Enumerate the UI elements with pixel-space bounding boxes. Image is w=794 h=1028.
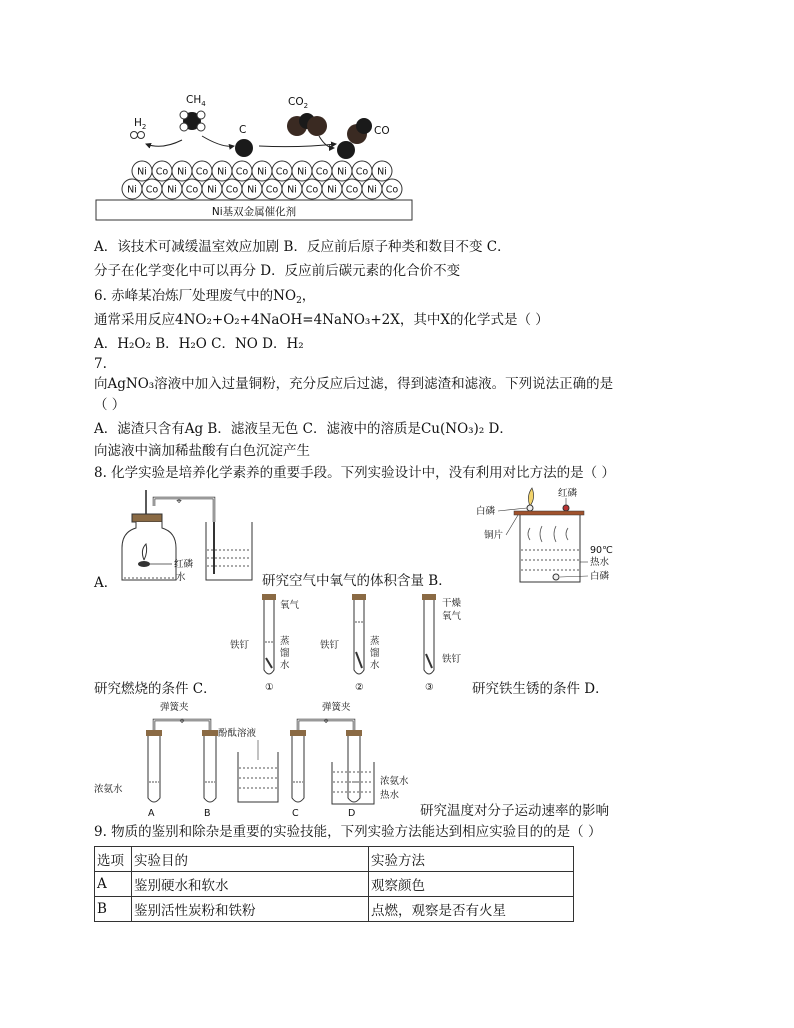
q8-option-a-prefix: A．	[94, 575, 118, 591]
metal-atom-label: Ni	[247, 184, 257, 196]
q5-options-line2: 分子在化学变化中可以再分 D．反应前后碳元素的化合价不变	[94, 263, 461, 279]
tube-3-number: ③	[425, 682, 434, 693]
metal-atom-label: Co	[385, 184, 399, 196]
catalyst-diagram	[94, 88, 414, 223]
arrow	[259, 144, 336, 147]
q6-options: A．H₂O₂ B．H₂O C．NO D．H₂	[94, 336, 304, 352]
distilled-label-1a: 蒸	[280, 636, 290, 647]
distilled-label-1c: 水	[280, 660, 290, 671]
metal-atom-label: Ni	[177, 166, 187, 178]
distilled-label-1b: 馏	[280, 648, 290, 659]
q8-option-b-text: 研究燃烧的条件 C．	[94, 681, 217, 697]
metal-atom-label: Ni	[167, 184, 177, 196]
tubes-d	[146, 730, 362, 802]
distilled-label-2b: 馏	[370, 648, 380, 659]
metal-atom-label: Co	[315, 166, 329, 178]
q8-option-d-text: 研究温度对分子运动速率的影响	[420, 803, 609, 819]
h-atom	[197, 111, 205, 119]
h-atom	[180, 111, 188, 119]
carbon-atom	[337, 141, 355, 159]
metal-atom-label: Co	[225, 184, 239, 196]
arrow	[202, 136, 234, 146]
h-atom	[131, 132, 138, 139]
co2-label: $CO_2$	[288, 96, 309, 110]
metal-atom-label: Co	[155, 166, 169, 178]
figure-b-combustion	[470, 484, 630, 589]
table-cell: B	[95, 897, 132, 922]
clip-icon: ⌖	[323, 716, 329, 727]
arrow	[319, 136, 334, 148]
catalyst-label: Ni基双金属催化剂	[211, 206, 297, 218]
carbon-atom	[356, 118, 372, 134]
table-cell: 点燃，观察是否有火星	[369, 897, 574, 922]
q7-options-line2: 向滤液中滴加稀盐酸有白色沉淀产生	[94, 443, 310, 459]
ammonia-label-2: 浓氨水	[380, 776, 409, 787]
metal-atom-label: Ni	[367, 184, 377, 196]
tube-b-label: B	[204, 808, 211, 819]
q9-options-table	[94, 846, 574, 922]
catalyst-atoms-top	[132, 161, 392, 181]
water-label: 水	[176, 572, 186, 583]
q7-stem: 向AgNO₃溶液中加入过量铜粉，充分反应后过滤，得到滤渣和滤液。下列说法正确的是	[94, 376, 614, 392]
clip-icon: ⌖	[179, 716, 185, 727]
clamp-label-1: 弹簧夹	[160, 702, 189, 713]
q6-stem: 6. 赤峰某冶炼厂处理废气中的$NO_2$，	[94, 288, 316, 306]
metal-atom-label: Ni	[257, 166, 267, 178]
hot-water-label-d: 热水	[380, 790, 400, 801]
dry-oxygen-label: 氧气	[442, 611, 462, 622]
phenol-label: 酚酞溶液	[218, 728, 257, 739]
ch4-label: $CH_4$	[186, 94, 206, 108]
metal-atom-label: Ni	[207, 184, 217, 196]
metal-atom-label: Co	[145, 184, 159, 196]
table-row	[95, 897, 574, 922]
h-atom	[197, 123, 205, 131]
white-p-label: 白磷	[476, 506, 496, 517]
tube-2-number: ②	[355, 682, 364, 693]
tube-stopper	[202, 730, 218, 736]
header-cell: 实验方法	[369, 847, 574, 872]
oxygen-atom	[307, 116, 327, 136]
metal-atom-label: Ni	[337, 166, 347, 178]
q8-option-c-text: 研究铁生锈的条件 D．	[472, 681, 609, 697]
distilled-label-2a: 蒸	[370, 636, 380, 647]
co-label: CO	[374, 125, 390, 137]
tube-stopper	[146, 730, 162, 736]
q9-stem: 9. 物质的鉴别和除杂是重要的实验技能，下列实验方法能达到相应实验目的的是（ ）	[94, 824, 602, 840]
h-atom	[180, 123, 188, 131]
test-tube-2	[352, 594, 366, 674]
distilled-label-2c: 水	[370, 660, 380, 671]
q6-equation: 通常采用反应4NO₂+O₂+4NaOH=4NaNO₃+2X，其中X的化学式是（ ）	[94, 312, 549, 328]
metal-atom-label: Co	[235, 166, 249, 178]
tube-d-label: D	[348, 808, 356, 819]
nail-label-1: 铁钉	[230, 640, 250, 651]
carbon-atom	[235, 139, 253, 157]
oxygen-label-1: 氧气	[280, 600, 300, 611]
metal-atom-label: Co	[345, 184, 359, 196]
figure-d-molecular-motion	[92, 700, 422, 820]
q8-option-a-text: 研究空气中氧气的体积含量 B．	[262, 573, 452, 589]
metal-atom-label: Ni	[137, 166, 147, 178]
clip-icon: ⌖	[176, 496, 182, 507]
hot-water-label: 热水	[590, 557, 610, 568]
test-tube	[292, 736, 304, 802]
temp-label: 90℃	[590, 545, 613, 556]
metal-atom-label: Co	[275, 166, 289, 178]
test-tube	[148, 736, 160, 802]
metal-atom-label: Ni	[287, 184, 297, 196]
c-label: C	[239, 124, 247, 136]
table-row	[95, 872, 574, 897]
tube-stopper	[346, 730, 362, 736]
catalyst-atoms-bottom	[122, 179, 402, 199]
q7-bracket: （ ）	[94, 397, 126, 413]
figure-a-oxygen-content	[114, 488, 264, 588]
red-p-label-b: 红磷	[558, 488, 578, 499]
dry-label: 干燥	[442, 598, 462, 609]
red-p-label: 红磷	[174, 559, 194, 570]
metal-atom-label: Ni	[327, 184, 337, 196]
arrow	[146, 140, 182, 146]
metal-atom-label: Ni	[127, 184, 137, 196]
header-cell: 实验目的	[132, 847, 369, 872]
nail-label-2: 铁钉	[320, 640, 340, 651]
ammonia-label-1: 浓氨水	[94, 784, 123, 795]
metal-atom-label: Ni	[377, 166, 387, 178]
h2-label: $H_2$	[134, 117, 147, 131]
q5-options-line1: A．该技术可减缓温室效应加剧 B．反应前后原子种类和数目不变 C．	[94, 239, 511, 255]
table-cell: 鉴别活性炭粉和铁粉	[132, 897, 369, 922]
copper-label: 铜片	[484, 530, 504, 541]
q7-number: 7.	[94, 356, 107, 372]
tube-stopper	[290, 730, 306, 736]
nail-label-3: 铁钉	[442, 654, 462, 665]
h-atom	[138, 132, 145, 139]
header-cell: 选项	[95, 847, 132, 872]
tube-a-label: A	[148, 808, 155, 819]
metal-atom-label: Co	[305, 184, 319, 196]
table-cell: A	[95, 872, 132, 897]
tube-c-label: C	[292, 808, 299, 819]
table-header-row	[95, 847, 574, 872]
q8-stem: 8. 化学实验是培养化学素养的重要手段。下列实验设计中，没有利用对比方法的是（ ）	[94, 465, 615, 481]
test-tube-1	[262, 594, 276, 674]
metal-atom-label: Co	[195, 166, 209, 178]
metal-atom-label: Ni	[217, 166, 227, 178]
test-tube	[204, 736, 216, 802]
table-cell: 鉴别硬水和软水	[132, 872, 369, 897]
clamp-label-2: 弹簧夹	[322, 702, 351, 713]
metal-atom-label: Co	[185, 184, 199, 196]
metal-atom-label: Co	[355, 166, 369, 178]
tube-1-number: ①	[265, 682, 274, 693]
white-p-label-2: 白磷	[590, 571, 610, 582]
table-cell: 观察颜色	[369, 872, 574, 897]
test-tube-3	[422, 594, 436, 674]
figure-c-iron-rust	[228, 592, 478, 694]
metal-atom-label: Co	[265, 184, 279, 196]
q7-options-line1: A．滤渣只含有Ag B．滤液呈无色 C．滤液中的溶质是Cu(NO₃)₂ D．	[94, 421, 513, 437]
metal-atom-label: Ni	[297, 166, 307, 178]
